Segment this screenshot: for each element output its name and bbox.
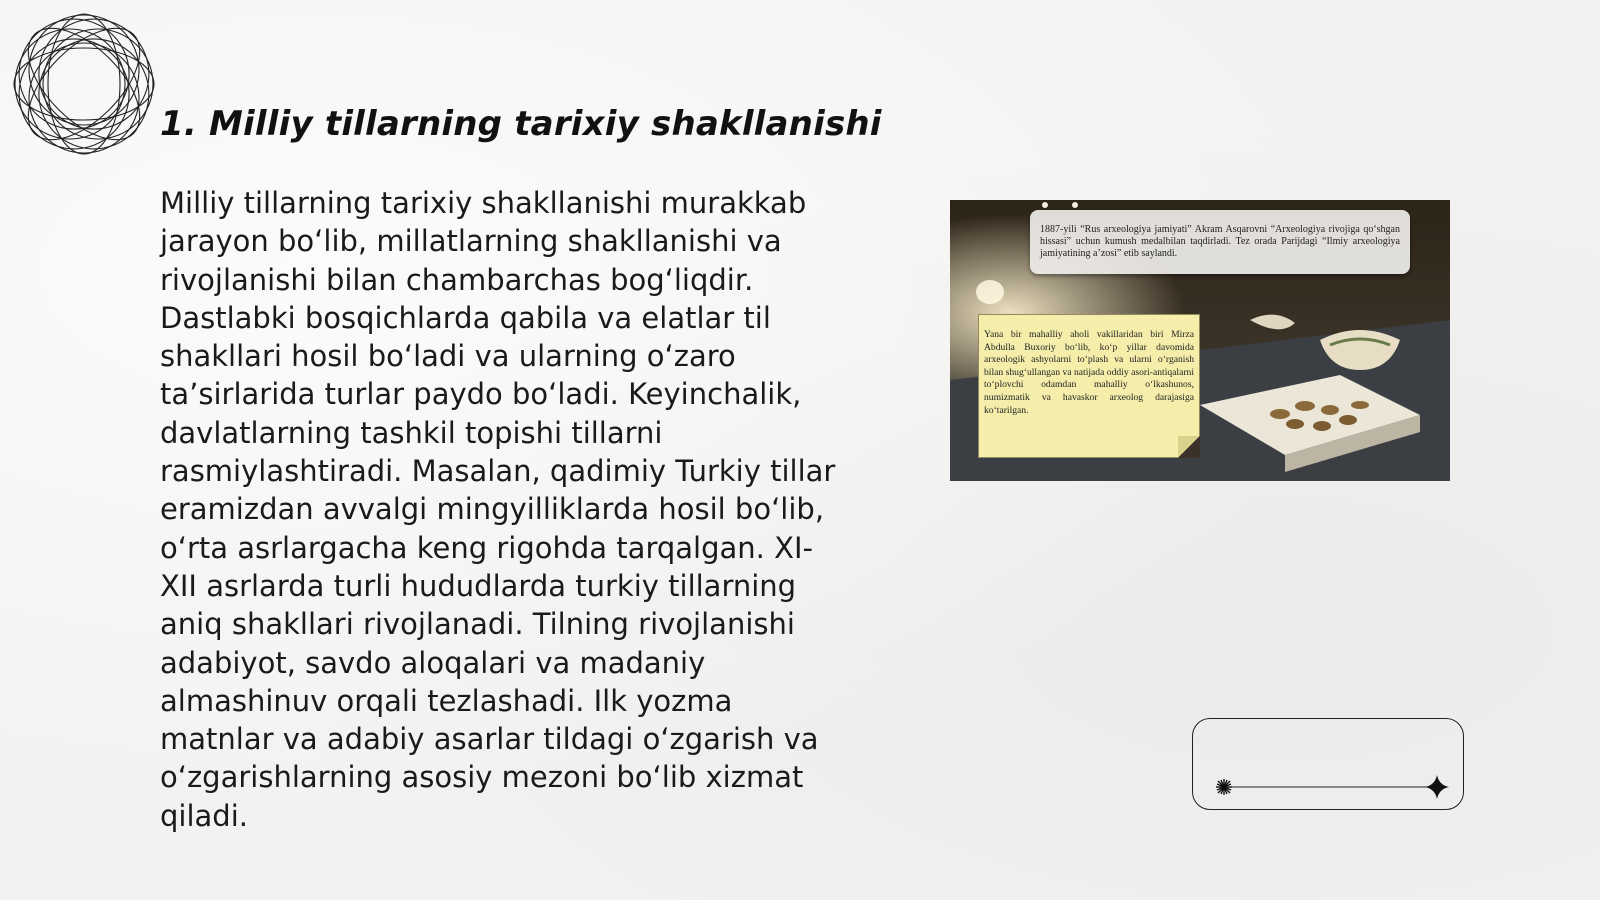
four-point-star-icon [1425, 775, 1449, 799]
caption-left-text: Yana bir mahalliy aholi vakillaridan biri Mirza Abdulla Buxoriy bo‘lib, ko‘p yillar davomida arxeologik ashyolarni to‘plash va ularni o‘rganish bilan shug‘ullangan va natijada oddiy asori-antiqalarni to‘plovchi odamdan mahalliy o‘lkashunos, numizmatik va havaskor arxeolog darajasiga ko‘tarilgan. [984, 329, 1194, 416]
caption-top-note: 1887-yili “Rus arxeologiya jamiyati” Akram Asqarovni “Arxeologiya rivojiga qo‘shgan hissasi” uchun kumush medalbilan taqdirladi. Tez orada Parijdagi “Ilmiy arxeologiya jamiyatining a’zosi” etib saylandi. [1030, 210, 1410, 274]
starburst-icon [1216, 779, 1232, 795]
body-paragraph: Milliy tillarning tarixiy shakllanishi murakkab jarayon boʻlib, millatlarning shakllanishi va rivojlanishi bilan chambarchas bogʻliqdir. Dastlabki bosqichlarda qabila va elatlar til shakllari hosil boʻladi va ularning oʻzaro taʼsirlarida turlar paydo boʻladi. Keyinchalik, davlatlarning tashkil topishi tillarni rasmiylashtiradi. Masalan, qadimiy Turkiy tillar eramizdan avvalgi mingyilliklarda hosil boʻlib, oʻrta asrlargacha keng rigohda tarqalgan. XI-XII asrlarda turli hududlarda turkiy tillarning aniq shakllari rivojlanadi. Tilning rivojlanishi adabiyot, savdo aloqalari va madaniy almashinuv orqali tezlashadi. Ilk yozma matnlar va adabiy asarlar tildagi oʻzgarish va oʻzgarishlarning asosiy mezoni boʻlib xizmat qiladi. [160, 186, 836, 833]
slide-title: 1. Milliy tillarning tarixiy shakllanishi [160, 104, 882, 144]
